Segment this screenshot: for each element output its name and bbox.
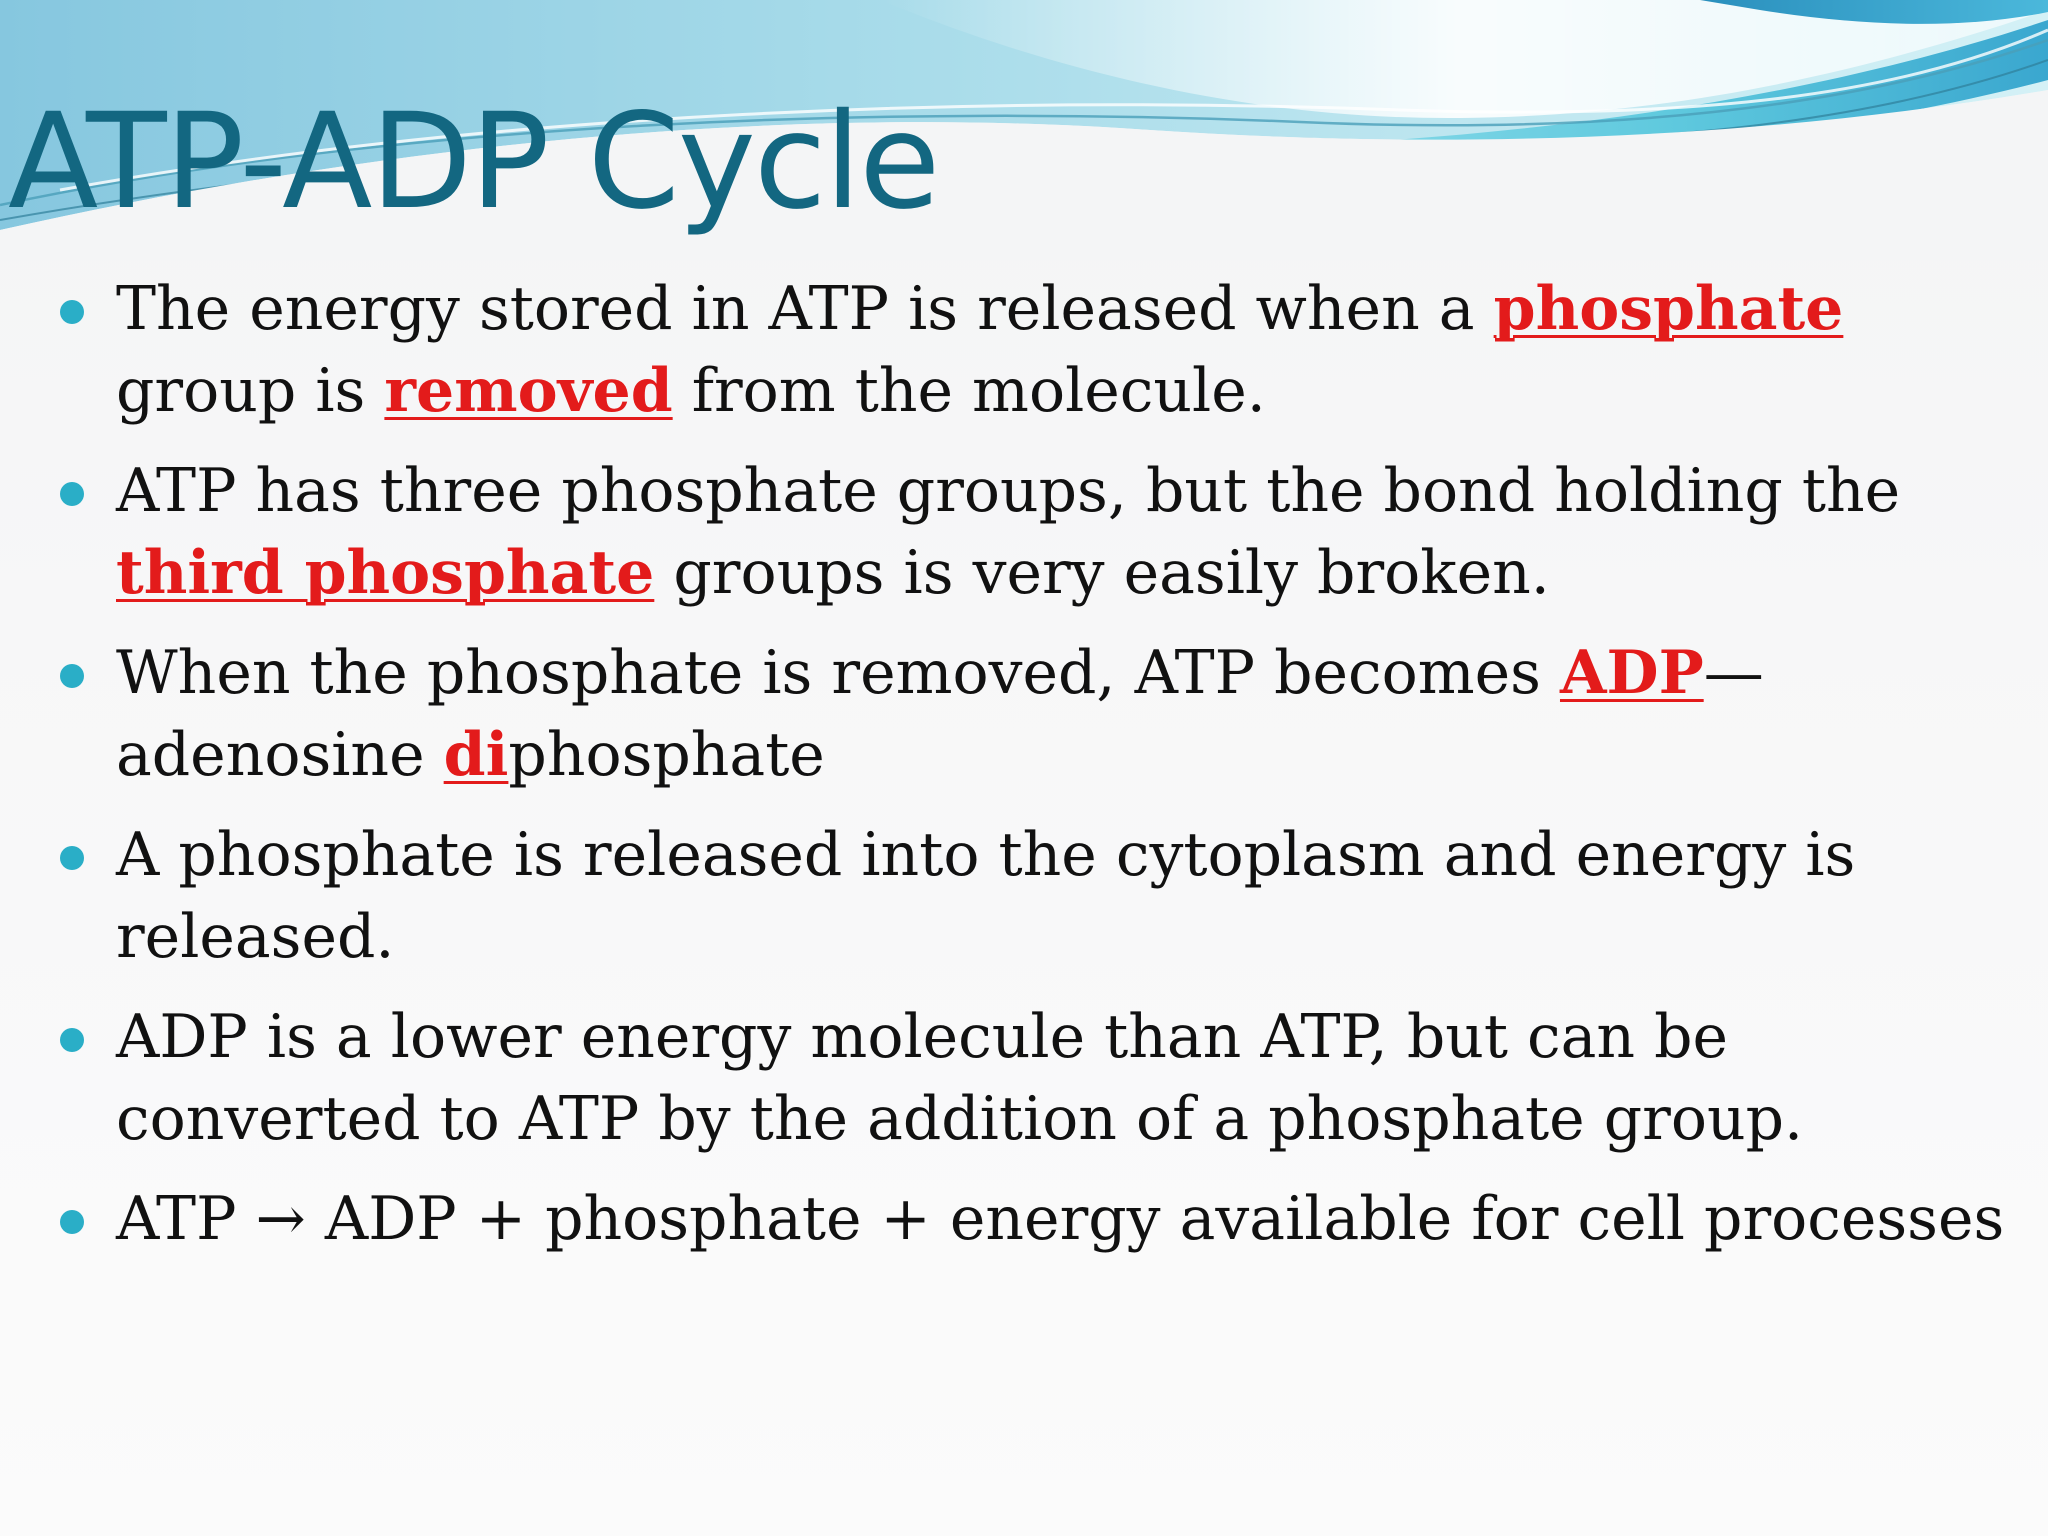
bullet-text: The energy stored in ATP is released when a (116, 274, 1494, 344)
bullet-text: groups is very easily broken. (654, 538, 1550, 608)
bullet-item (0, 996, 2048, 1160)
bullet-text: phosphate (508, 720, 825, 790)
bullet-text: group is (116, 356, 385, 426)
bullet-dot-icon (60, 482, 84, 506)
bullet-dot-icon (60, 1210, 84, 1234)
emphasis-text: ADP (1559, 638, 1704, 708)
bullet-item (0, 632, 2048, 796)
bullet-item (0, 1178, 2048, 1260)
slide-title: ATP-ADP Cycle (8, 85, 939, 239)
bullet-item (0, 814, 2048, 978)
bullet-text: ATP has three phosphate groups, but the bond holding the (116, 456, 1901, 526)
bullet-dot-icon (60, 1028, 84, 1052)
bullet-text: When the phosphate is removed, ATP becomes (116, 638, 1560, 708)
emphasis-text: phosphate (1493, 274, 1844, 344)
emphasis-text: di (443, 720, 509, 790)
emphasis-text: third phosphate (116, 538, 655, 608)
bullet-text: ADP is a lower energy molecule than ATP, but can be converted to ATP by the addition of a phosphate group. (116, 1002, 1804, 1154)
bullet-item (0, 450, 2048, 614)
bullet-dot-icon (60, 664, 84, 688)
bullet-text: — adenosine (116, 638, 1764, 790)
bullet-text: from the molecule. (672, 356, 1266, 426)
bullet-item (0, 268, 2048, 432)
bullet-text: ATP → ADP + phosphate + energy available for cell processes (116, 1184, 2005, 1254)
emphasis-text: removed (384, 356, 673, 426)
bullet-list (0, 268, 2048, 1278)
bullet-dot-icon (60, 300, 84, 324)
bullet-text: A phosphate is released into the cytoplasm and energy is released. (116, 820, 1856, 972)
bullet-dot-icon (60, 846, 84, 870)
